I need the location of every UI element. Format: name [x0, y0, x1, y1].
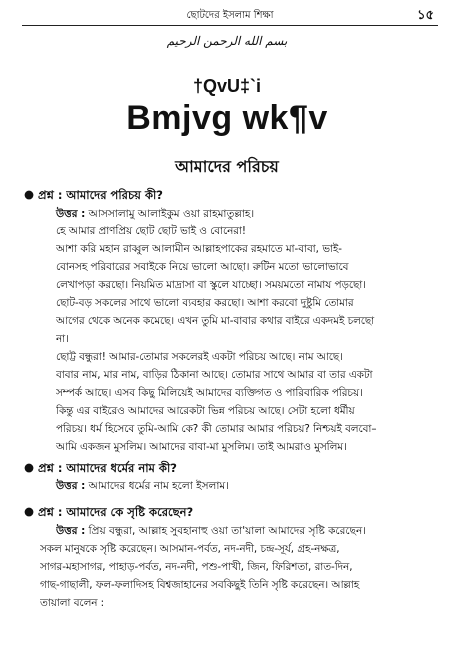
paragraph-line: সম্পর্ক আছে। এসব কিছু মিলিয়েই আমাদের ব্যক্তিগত ও পারিবারিক পরিচয়।	[56, 387, 363, 399]
running-header	[22, 7, 438, 26]
running-title: ছোটদের ইসলাম শিক্ষা	[186, 10, 274, 21]
book-title: Bmjvg wk¶v	[126, 99, 328, 137]
paragraph-line: সকল মানুষকে সৃষ্টি করেছেন। আসমান-পর্বত, নদ-নদী, চন্দ্র-সূর্য, গ্রহ-নক্ষত্র,	[40, 543, 340, 555]
bullet-icon: ●	[24, 187, 35, 201]
question-text: প্রশ্ন : আমাদের পরিচয় কী?	[38, 188, 163, 202]
paragraph-line: লেখাপড়া করছো। নিয়মিত মাদ্রাসা বা স্কুলে যাচ্ছো। সময়মতো নামায পড়ছো।	[56, 279, 366, 291]
section-heading: আমাদের পরিচয়	[175, 157, 279, 176]
answer-label: উত্তর :	[56, 208, 86, 220]
paragraph-line: কিন্তু এর বাইরেও আমাদের আরেকটা ভিন্ন পরিচয় আছে। সেটা হলো ধর্মীয়	[56, 405, 355, 417]
paragraph-line: গাছ-গাছালী, ফল-ফলাদিসহ বিশ্বজাহানের সবকিছুই তিনি সৃষ্টি করেছেন। আল্লাহ	[40, 579, 360, 591]
answer-label: উত্তর :	[56, 480, 86, 492]
question-3	[24, 504, 194, 523]
question-2	[24, 460, 177, 479]
answer-3	[56, 524, 436, 541]
question-text: প্রশ্ন : আমাদের ধর্মের নাম কী?	[38, 461, 177, 475]
paragraph-line: তায়ালা বলেন :	[40, 597, 105, 609]
paragraph-line: আগের থেকে অনেক কমেছে। এখন তুমি মা-বাবার কথার বাইরে একদমই চলছো	[56, 315, 375, 327]
paragraph-line: ছোট-বড় সকলের সাথে ভালো ব্যবহার করছো। আশা করবো দুষ্টুমি তোমার	[56, 297, 354, 309]
bullet-icon: ●	[24, 504, 35, 518]
paragraph-line: বাবার নাম, মার নাম, বাড়ির ঠিকানা আছে। তোমার সাথে আমার বা তার একটা	[56, 369, 373, 381]
answer-text: প্রিয় বন্ধুরা, আল্লাহ সুবহানাহু ওয়া তা'য়ালা আমাদের সৃষ্টি করেছেন।	[88, 525, 367, 537]
paragraph-line: আশা করি মহান রাব্বুল আলামীন আল্লাহপাকের রহমাতে মা-বাবা, ভাই-	[56, 243, 342, 255]
question-text: প্রশ্ন : আমাদের কে সৃষ্টি করেছেন?	[38, 505, 194, 519]
paragraph-line: হে আমার প্রাণপ্রিয় ছোট ছোট ভাই ও বোনেরা!	[56, 225, 247, 237]
paragraph-line: ছোট্ট বন্ধুরা! আমার-তোমার সকলেরই একটা পরিচয় আছে। নাম আছে।	[56, 351, 343, 363]
paragraph-line: বোনসহ পরিবারের সবাইকে নিয়ে ভালো আছো। রুটিন মতো ভালোভাবে	[56, 261, 349, 273]
answer-text: আমাদের ধর্মের নাম হলো ইসলাম।	[88, 480, 229, 492]
question-1	[24, 187, 163, 206]
paragraph-line: না।	[56, 333, 69, 345]
page-number: ১৫	[417, 8, 434, 23]
book-subtitle: †QvU‡`i	[192, 76, 262, 96]
paragraph-line: পরিচয়। ধর্ম হিসেবে তুমি-আমি কে? কী তোমার আমার পরিচয়? নিশ্চয়ই বলবো–	[56, 423, 377, 435]
paragraph-line: আমি একজন মুসলিম। আমাদের বাবা-মা মুসলিম। তাই আমরাও মুসলিম।	[56, 441, 347, 453]
bullet-icon: ●	[24, 460, 35, 474]
answer-label: উত্তর :	[56, 525, 86, 537]
answer-2	[56, 479, 229, 496]
paragraph-line: সাগর-মহাসাগর, পাহাড়-পর্বত, নদ-নদী, পশু-পাখী, জিন, ফিরিশতা, রাত-দিন,	[40, 561, 353, 573]
answer-text: আসসালামু আলাইকুম ওয়া রাহমাতুল্লাহ।	[88, 208, 255, 220]
bismillah-calligraphy: بسم الله الرحمن الرحيم	[166, 34, 288, 48]
